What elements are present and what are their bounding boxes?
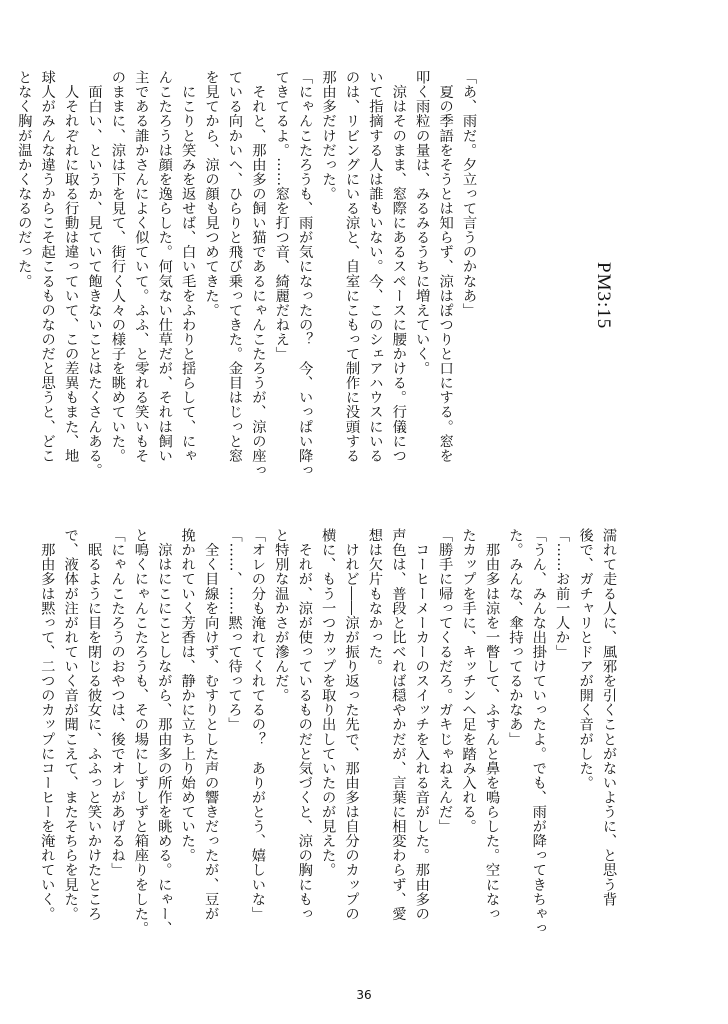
text-line: 濡れて走る人に、風邪を引くことがないように、と思う背 (601, 528, 617, 907)
text-line: ている向かいへ、ひらりと飛び乗ってきた。金目はじっと窓 (226, 70, 243, 463)
text-line: 叩く雨粒の量は、みるみるうちに増えていく。 (414, 70, 431, 376)
text-line: それが、涼が使っているものだと気づくと、涼の胸にもっ (296, 528, 313, 921)
text-line: にこりと笑みを返せば、白い毛をふわりと揺らして、にゃ (180, 70, 197, 463)
text-line: 「……、……黙って待ってろ」 (226, 528, 243, 732)
text-line: のは、リビングにいる涼と、自室にこもって制作に没頭する (343, 70, 360, 463)
text-block-bottom (39, 528, 620, 948)
text-line: んこたろうは顔を逸らした。何気ない仕草だが、それは飼い (156, 70, 173, 463)
text-line: 「勝手に帰ってくるだろ。ガキじゃねえんだ」 (437, 528, 454, 834)
text-line: 涼はそのまま、窓際にあるスペースに腰かける。行儀につ (390, 70, 407, 463)
text-line: と鳴くにゃんこたろうも、その場にしずしずと箱座りをした。 (132, 528, 149, 936)
text-line: と特別な温かさが滲んだ。 (273, 528, 290, 703)
text-line: 那由多だけだった。 (320, 70, 337, 201)
text-line: 声色は、普段と比べれば穏やかだが、言葉に相変わらず、愛 (390, 528, 407, 921)
text-line: で、液体が注がれていく音が聞こえて、またそちらを見た。 (62, 528, 79, 921)
text-line: コーヒーメーカーのスイッチを入れる音がした。那由多の (413, 528, 430, 921)
text-line: 主である誰かさんによく似ていて。ふふ、と零れる笑いもそ (133, 70, 150, 463)
text-line: 那由多は涼を一瞥して、ふすんと鼻を鳴らした。空になっ (483, 528, 500, 921)
text-line: いて指摘する人は誰もいない。今、このシェアハウスにいる (367, 70, 384, 463)
text-line: それと、那由多の飼い猫であるにゃんこたろうが、涼の座っ (250, 70, 267, 478)
text-line: 那由多は黙って、二つのカップにコーヒーを淹れていく。 (39, 528, 56, 921)
text-line: 「にゃんこたろうのおやつは、後でオレがあげるね」 (109, 528, 126, 878)
text-line: 「オレの分も淹れてくれてるの？ ありがとう、嬉しいな」 (249, 528, 266, 921)
text-line: 挽かれていく芳香は、静かに立ち上り始めていた。 (179, 528, 196, 863)
text-line: たカップを手に、キッチンへ足を踏み入れる。 (460, 528, 477, 834)
chapter-title: PM3:15 (593, 262, 614, 330)
text-line: 涼はにこにことしながら、那由多の所作を眺める。にゃー、 (156, 528, 173, 936)
text-line: 「にゃんこたろうも、雨が気になったの？ 今、いっぱい降っ (297, 70, 314, 478)
text-line: 横に、もう一つカップを取り出していたのが見えた。 (320, 528, 337, 878)
text-line: 「……お前一人か」 (554, 528, 571, 659)
text-line: となく胸が温かくなるのだった。 (16, 70, 33, 289)
text-line: 夏の季語をそうとは知らず、涼はぽつりと口にする。窓を (437, 70, 454, 463)
text-line: てきてるよ。……窓を打つ音、綺麗だねえ」 (273, 70, 290, 361)
text-line: を見てから、涼の顔も見つめてきた。 (203, 70, 220, 318)
page-number: 36 (356, 988, 372, 1002)
text-block-top (16, 70, 480, 490)
text-line: のままに、涼は下を見て、街行く人々の様子を眺めていた。 (109, 70, 126, 463)
text-line: た。みんな、傘持ってるかなあ」 (507, 528, 524, 747)
text-line: 眠るように目を閉じる彼女に、ふふっと笑いかけたところ (86, 528, 103, 921)
text-line: 「あ、雨だ。夕立って言うのかなあ」 (461, 70, 477, 318)
text-line: 人それぞれに取る行動は違っていて、この差異もまた、地 (63, 70, 80, 463)
text-line: 想は欠片もなかった。 (366, 528, 383, 674)
text-line: 全く目線を向けず、むすりとした声の響きだったが、豆が (203, 528, 220, 921)
text-line: 面白い、というか、見ていて飽きないことはたくさんある。 (86, 70, 103, 478)
text-line: 後で、ガチャリとドアが開く音がした。 (577, 528, 594, 790)
text-line: 「うん、みんな出掛けていったよ。でも、雨が降ってきちゃっ (530, 528, 547, 936)
text-line: 球人がみんな違うからこそ起こるものなのだと思うと、どこ (39, 70, 56, 463)
text-line: けれど――涼が振り返った先で、那由多は自分のカップの (343, 528, 360, 921)
